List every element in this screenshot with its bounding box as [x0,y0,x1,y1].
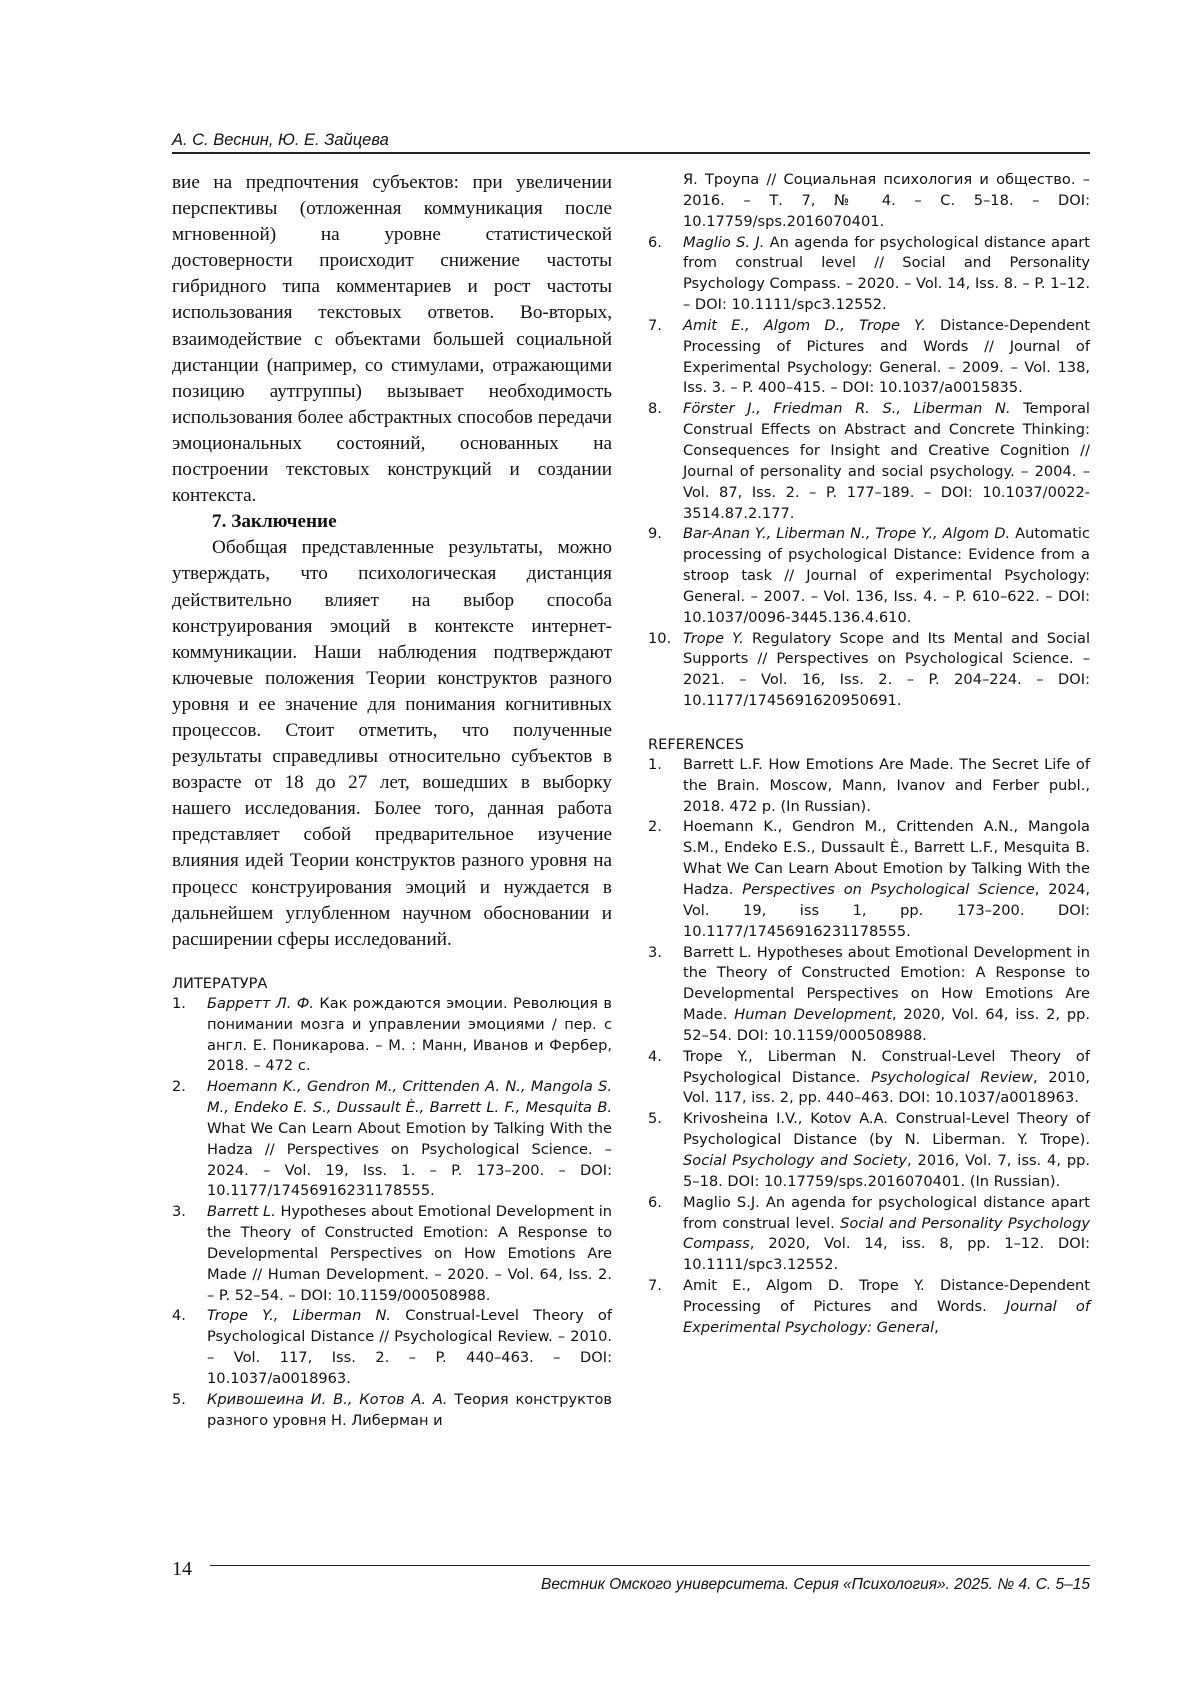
literature-item: 5. Кривошеина И. В., Котов А. А. Теория конструктов разного уровня Н. Либерман и [172,1390,612,1429]
body-paragraph: вие на предпочтения субъектов: при увеличении перспективы (отложенная коммуникация после мгновенной) на уровне статистической достоверности происходит снижение частоты гибридного типа комментариев и рост частоты использования текстовых ответов. Во-вторых, взаимодействие с объектами большей социальной дистанции (например, со стимулами, отражающими позицию аутгруппы) вызывает необходимость использования более абстрактных способов передачи эмоциональных состояний, основанных на построении текстовых конструкций и создании контекста. [172,172,612,507]
reference-item: 5. Krivosheina I.V., Kotov A.A. Construal-Level Theory of Psychological Distance (by N. Liberman. Y. Trope). Social Psychology and Society, 2016, Vol. 7, iss. 4, pp. 5–18. DOI: 10.17759/sps.2016070401. (In Russian). [648,1110,1091,1190]
reference-item: 2. Hoemann K., Gendron M., Crittenden A.N., Mangola S.M., Endeko E.S., Dussault È., Barrett L.F., Mesquita B. What We Can Learn About Emotion by Talking With the Hadza. Perspectives on Psychological Science, 2024, Vol. 19, iss 1, pp. 173–200. DOI: 10.1177/17456916231178555. [648,818,1090,940]
section-heading: 7. Заключение [212,511,337,533]
literature-item: 9. Bar-Anan Y., Liberman N., Trope Y., Algom D. Automatic processing of psychological Distance: Evidence from a stroop task // Journal of experimental Psychology: General. – 2007. – Vol. 136, Iss. 4. – P. 610–622. – DOI: 10.1037/0096-3445.136.4.610. [648,525,1090,626]
literature-item: 2. Hoemann K., Gendron M., Crittenden A. N., Mangola S. M., Endeko E. S., Dussault È., Barrett L. F., Mesquita B. What We Can Learn About Emotion by Talking With the Hadza // Perspectives on Psychological Science. – 2024. – Vol. 19, Iss. 1. – P. 173–200. – DOI: 10.1177/17456916231178555. [172,1078,612,1200]
page-number: 14 [172,1558,192,1580]
literature-item: 8. Förster J., Friedman R. S., Liberman N. Temporal Construal Effects on Abstract and Concrete Thinking: Consequences for Insight and Creative Cognition // Journal of personality and social psychology. – 2004. – Vol. 87, Iss. 2. – P. 177–189. – DOI: 10.1037/0022-3514.87.2.177. [648,400,1090,522]
footer-journal-citation: Вестник Омского университета. Серия «Психология». 2025. № 4. С. 5–15 [541,1576,1090,1593]
reference-item: 4. Trope Y., Liberman N. Construal-Level Theory of Psychological Distance. Psychological Review, 2010, Vol. 117, iss. 2, pp. 440–463. DOI: 10.1037/a0018963. [648,1047,1090,1107]
literature-item: 3. Barrett L. Hypotheses about Emotional Development in the Theory of Constructed Emotion: A Response to Developmental Perspectives on How Emotions Are Made // Human Development. – 2020. – Vol. 64, Iss. 2. – P. 52–54. – DOI: 10.1159/000508988. [172,1203,612,1304]
reference-item: 6. Maglio S.J. An agenda for psychological distance apart from construal level. Social and Personality Psychology Compass, 2020, Vol. 14, iss. 8, pp. 1–12. DOI: 10.1111/spc3.12552. [648,1193,1090,1274]
right-column [648,170,1090,1339]
literature-item: 6. Maglio S. J. An agenda for psychological distance apart from construal level // Social and Personality Psychology Compass. – 2020. – Vol. 14, Iss. 8. – P. 1–12. – DOI: 10.1111/spc3.12552. [648,233,1090,314]
reference-item: 7. Amit E., Algom D. Trope Y. Distance-Dependent Processing of Pictures and Words. Journal of Experimental Psychology: General, [648,1277,1090,1336]
reference-item: 3. Barrett L. Hypotheses about Emotional Development in the Theory of Constructed Emotion: A Response to Developmental Perspectives on How Emotions Are Made. Human Development, 2020, Vol. 64, iss. 2, pp. 52–54. DOI: 10.1159/000508988. [648,943,1090,1044]
literature-item: 4. Trope Y., Liberman N. Construal-Level Theory of Psychological Distance // Psychological Review. – 2010. – Vol. 117, Iss. 2. – P. 440–463. – DOI: 10.1037/a0018963. [172,1307,612,1387]
literature-item-continuation: Я. Троупа // Социальная психология и общество. – 2016. – Т. 7, № 4. – С. 5–18. – DOI: 10.17759/sps.2016070401. [683,171,1090,230]
literature-item: 1. Барретт Л. Ф. Как рождаются эмоции. Революция в понимании мозга и управлении эмоциями / пер. с англ. Е. Поникарова. – М. : Манн, Иванов и Фербер, 2018. – 472 с. [172,994,613,1075]
running-head-authors: А. С. Веснин, Ю. Е. Зайцева [172,131,1090,154]
literature-title: ЛИТЕРАТУРА [172,974,268,992]
references-list [648,755,1090,1339]
literature-item: 10. Trope Y. Regulatory Scope and Its Mental and Social Supports // Perspectives on Psychological Science. – 2021. – Vol. 16, Iss. 2. – P. 204–224. – DOI: 10.1177/1745691620950691. [648,629,1091,710]
conclusion-paragraph: Обобщая представленные результаты, можно утверждать, что психологическая дистанция действительно влияет на выбор способа конструирования эмоций в контексте интернет-коммуникации. Наши наблюдения подтверждают ключевые положения Теории конструктов разного уровня и ее значение для понимания когнитивных процессов. Стоит отметить, что полученные результаты справедливы относительно субъектов в возрасте от 18 до 27 лет, вошедших в выборку нашего исследования. Более того, данная работа представляет собой предварительное изучение влияния идей Теории конструктов разного уровня на процесс конструирования эмоций и нуждается в дальнейшем углубленном научном обосновании и расширении сферы исследований. [172,537,612,950]
reference-item: 1. Barrett L.F. How Emotions Are Made. The Secret Life of the Brain. Moscow, Mann, Ivanov and Ferber publ., 2018. 472 p. (In Russian). [648,755,1090,815]
literature-list-right [648,170,1090,712]
left-column [172,170,612,1432]
references-title: REFERENCES [648,735,744,753]
literature-list-left [172,994,612,1432]
footer-divider [210,1565,1090,1566]
literature-item: 7. Amit E., Algom D., Trope Y. Distance-Dependent Processing of Pictures and Words // Journal of Experimental Psychology: General. – 2009. – Vol. 138, Iss. 3. – P. 400–415. – DOI: 10.1037/a0015835. [648,316,1090,397]
